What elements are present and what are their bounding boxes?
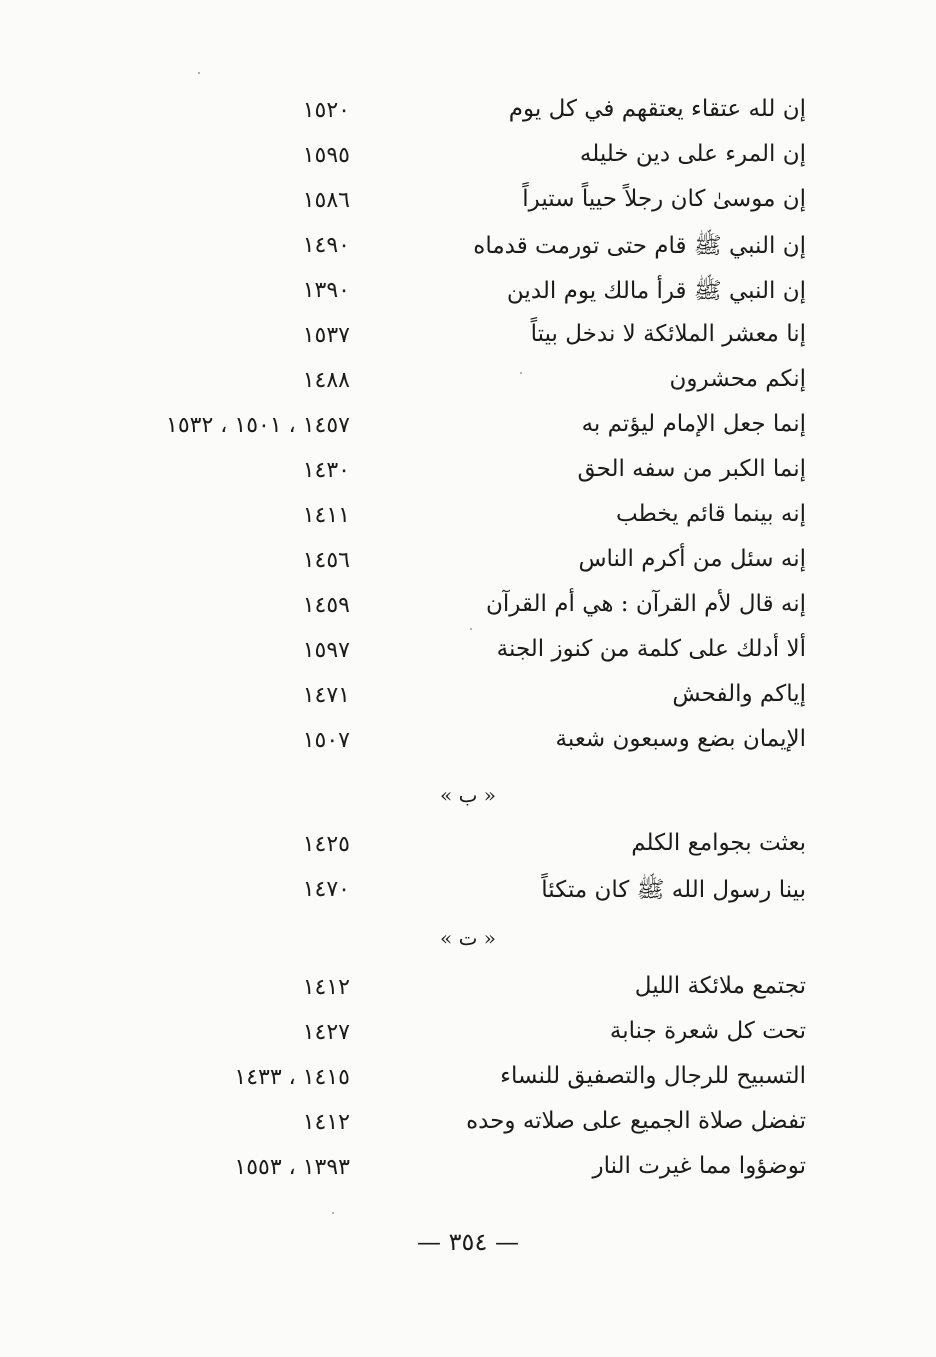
hadith-number-refs: ١٤٧١ <box>302 683 350 708</box>
index-entry <box>0 182 936 227</box>
hadith-number-refs: ١٥٩٥ <box>302 143 350 168</box>
hadith-incipit: بعثت بجوامع الكلم <box>631 830 806 856</box>
hadith-index-list <box>0 92 936 1194</box>
index-entry <box>0 722 936 767</box>
hadith-incipit: إن النبي ﷺ قرأ مالك يوم الدين <box>506 278 806 304</box>
index-entry <box>0 1014 936 1059</box>
hadith-incipit: إن لله عتقاء يعتقهم في كل يوم <box>508 96 806 122</box>
index-entry <box>0 1104 936 1149</box>
index-entry <box>0 497 936 542</box>
hadith-number-refs: ١٤٢٧ <box>302 1020 350 1045</box>
paper-speck <box>198 72 200 74</box>
hadith-incipit: بينا رسول الله ﷺ كان متكئاً <box>541 877 806 903</box>
hadith-number-refs: ١٥٨٦ <box>302 188 350 213</box>
hadith-number-refs: ١٤٣٠ <box>302 458 350 483</box>
hadith-number-refs: ١٤٥٩ <box>302 593 350 618</box>
hadith-number-refs: ١٤١٥ ، ١٤٣٣ <box>234 1065 350 1090</box>
hadith-incipit: إنا معشر الملائكة لا ندخل بيتاً <box>530 321 806 347</box>
index-entry <box>0 826 936 871</box>
hadith-incipit: توضؤوا مما غيرت النار <box>592 1153 806 1179</box>
hadith-number-refs: ١٤٧٠ <box>302 877 350 902</box>
paper-speck <box>332 1212 334 1214</box>
hadith-incipit: إن المرء على دين خليله <box>579 141 806 167</box>
hadith-number-refs: ١٤١١ <box>302 503 350 528</box>
section-divider <box>0 916 936 969</box>
index-entry <box>0 677 936 722</box>
section-letter: « ب » <box>439 783 496 807</box>
index-entry <box>0 871 936 916</box>
index-entry <box>0 542 936 587</box>
hadith-number-refs: ١٥٩٧ <box>302 638 350 663</box>
hadith-number-refs: ١٤٥٧ ، ١٥٠١ ، ١٥٣٢ <box>166 413 350 438</box>
index-entry <box>0 407 936 452</box>
hadith-incipit: إن النبي ﷺ قام حتى تورمت قدماه <box>473 233 806 259</box>
hadith-incipit: إنما الكبر من سفه الحق <box>577 456 806 482</box>
hadith-incipit: إنه قال لأم القرآن : هي أم القرآن <box>485 591 806 617</box>
hadith-incipit: إنه بينما قائم يخطب <box>615 501 806 527</box>
hadith-incipit: إن موسىٰ كان رجلاً حيياً ستيراً <box>522 186 806 212</box>
hadith-incipit: إنكم محشرون <box>669 366 806 392</box>
hadith-number-refs: ١٣٩٠ <box>302 278 350 303</box>
section-divider <box>0 773 936 826</box>
index-entry <box>0 317 936 362</box>
index-entry <box>0 137 936 182</box>
page-number: — ٣٥٤ — <box>417 1228 519 1256</box>
hadith-number-refs: ١٥٢٠ <box>302 98 350 123</box>
hadith-number-refs: ١٤٢٥ <box>302 832 350 857</box>
hadith-number-refs: ١٤٥٦ <box>302 548 350 573</box>
index-entry <box>0 272 936 317</box>
hadith-number-refs: ١٤٨٨ <box>302 368 350 393</box>
index-entry <box>0 92 936 137</box>
hadith-incipit: تحت كل شعرة جنابة <box>609 1018 806 1044</box>
index-entry <box>0 1149 936 1194</box>
hadith-number-refs: ١٥٠٧ <box>302 728 350 753</box>
index-entry <box>0 1059 936 1104</box>
index-entry <box>0 362 936 407</box>
index-entry <box>0 632 936 677</box>
hadith-incipit: تفضل صلاة الجميع على صلاته وحده <box>466 1108 806 1134</box>
hadith-incipit: إنما جعل الإمام ليؤتم به <box>581 411 806 437</box>
hadith-incipit: ألا أدلك على كلمة من كنوز الجنة <box>496 636 806 662</box>
hadith-incipit: إياكم والفحش <box>672 681 806 707</box>
hadith-number-refs: ١٥٣٧ <box>302 323 350 348</box>
index-entry <box>0 587 936 632</box>
index-entry <box>0 969 936 1014</box>
hadith-number-refs: ١٤٩٠ <box>302 233 350 258</box>
hadith-number-refs: ١٣٩٣ ، ١٥٥٣ <box>234 1155 350 1180</box>
hadith-incipit: الإيمان بضع وسبعون شعبة <box>555 726 806 752</box>
hadith-incipit: إنه سئل من أكرم الناس <box>578 546 806 572</box>
hadith-number-refs: ١٤١٢ <box>302 1110 350 1135</box>
hadith-incipit: تجتمع ملائكة الليل <box>634 973 806 999</box>
section-letter: « ت » <box>439 926 496 950</box>
hadith-incipit: التسبيح للرجال والتصفيق للنساء <box>500 1063 806 1089</box>
index-entry <box>0 452 936 497</box>
hadith-number-refs: ١٤١٢ <box>302 975 350 1000</box>
index-entry <box>0 227 936 272</box>
